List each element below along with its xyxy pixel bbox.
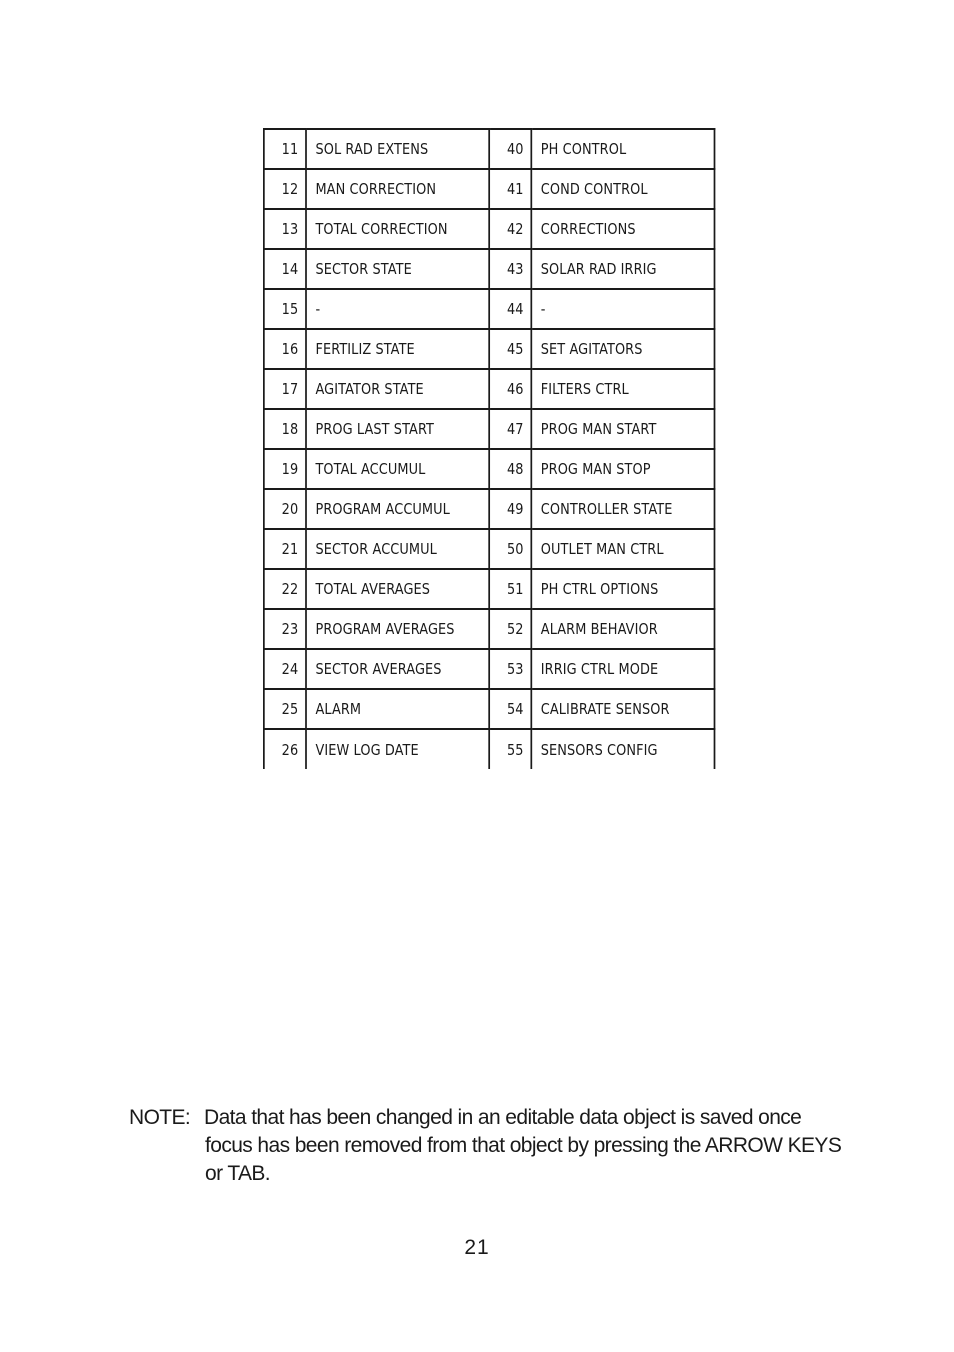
note-line-1: Data that has been changed in an editable data object is saved once [204, 1106, 802, 1129]
right-code-label: PROG MAN STOP [531, 449, 714, 489]
left-code-label: SECTOR ACCUMUL [306, 529, 489, 569]
left-code-label: PROGRAM ACCUMUL [306, 489, 489, 529]
left-code-label: SOL RAD EXTENS [306, 129, 489, 169]
table-row [264, 649, 715, 689]
left-code-label: AGITATOR STATE [306, 369, 489, 409]
note-text [205, 1104, 845, 1188]
left-code-number: 16 [264, 329, 306, 369]
right-code-label: SENSORS CONFIG [531, 729, 714, 769]
right-code-number: 52 [489, 609, 531, 649]
table-row [264, 169, 715, 209]
left-code-number: 25 [264, 689, 306, 729]
right-code-number: 55 [489, 729, 531, 769]
right-code-number: 44 [489, 289, 531, 329]
left-code-label: ALARM [306, 689, 489, 729]
right-code-number: 46 [489, 369, 531, 409]
left-code-number: 21 [264, 529, 306, 569]
left-code-label: SECTOR STATE [306, 249, 489, 289]
right-code-number: 45 [489, 329, 531, 369]
right-code-label: COND CONTROL [531, 169, 714, 209]
table-row [264, 729, 715, 769]
right-code-number: 51 [489, 569, 531, 609]
right-code-number: 47 [489, 409, 531, 449]
left-code-label: TOTAL ACCUMUL [306, 449, 489, 489]
left-code-number: 14 [264, 249, 306, 289]
table-row [264, 129, 715, 169]
left-code-number: 23 [264, 609, 306, 649]
left-code-number: 15 [264, 289, 306, 329]
table-row [264, 329, 715, 369]
left-code-number: 19 [264, 449, 306, 489]
left-code-label: PROG LAST START [306, 409, 489, 449]
right-code-label: FILTERS CTRL [531, 369, 714, 409]
right-code-label: IRRIG CTRL MODE [531, 649, 714, 689]
page-number: 21 [464, 1236, 490, 1259]
left-code-number: 26 [264, 729, 306, 769]
left-code-label: TOTAL AVERAGES [306, 569, 489, 609]
right-code-number: 49 [489, 489, 531, 529]
right-code-number: 53 [489, 649, 531, 689]
right-code-label: SOLAR RAD IRRIG [531, 249, 714, 289]
table-row [264, 449, 715, 489]
right-code-label: PH CTRL OPTIONS [531, 569, 714, 609]
left-code-label: VIEW LOG DATE [315, 740, 419, 759]
note-line-2: focus has been removed from that object by pressing the ARROW KEYS [205, 1134, 842, 1157]
right-code-label: OUTLET MAN CTRL [531, 529, 714, 569]
right-code-label: SET AGITATORS [531, 329, 714, 369]
note-line-3: or TAB. [205, 1162, 271, 1185]
right-code-number: 42 [489, 209, 531, 249]
right-code-label: ALARM BEHAVIOR [531, 609, 714, 649]
left-code-number: 17 [264, 369, 306, 409]
right-code-label: PH CONTROL [531, 129, 714, 169]
left-code-number: 12 [264, 169, 306, 209]
right-code-number: 54 [489, 689, 531, 729]
right-code-label: CORRECTIONS [531, 209, 714, 249]
left-code-number: 22 [264, 569, 306, 609]
screen-code-table [263, 128, 715, 769]
table-row [264, 209, 715, 249]
left-code-number: 11 [264, 129, 306, 169]
right-code-label: CONTROLLER STATE [531, 489, 714, 529]
left-code-number: 24 [264, 649, 306, 689]
right-code-label: - [531, 289, 714, 329]
table-row [264, 569, 715, 609]
right-code-number: 41 [489, 169, 531, 209]
left-code-label: PROGRAM AVERAGES [306, 609, 489, 649]
left-code-number: 20 [264, 489, 306, 529]
table-row [264, 369, 715, 409]
screen-code-table-body [264, 129, 715, 769]
right-code-number: 43 [489, 249, 531, 289]
table-row [264, 289, 715, 329]
table-row [264, 689, 715, 729]
left-code-label: TOTAL CORRECTION [306, 209, 489, 249]
table-row [264, 249, 715, 289]
right-code-number: 40 [489, 129, 531, 169]
right-code-label: CALIBRATE SENSOR [531, 689, 714, 729]
table-row [264, 489, 715, 529]
table-row [264, 609, 715, 649]
left-code-label: MAN CORRECTION [306, 169, 489, 209]
left-code-label: SECTOR AVERAGES [306, 649, 489, 689]
right-code-number: 50 [489, 529, 531, 569]
right-code-number: 48 [489, 449, 531, 489]
left-code-number: 13 [264, 209, 306, 249]
left-code-label: FERTILIZ STATE [306, 329, 489, 369]
left-code-label: - [306, 289, 489, 329]
note-label: NOTE: [129, 1106, 191, 1129]
left-code-number: 18 [264, 409, 306, 449]
table-row [264, 409, 715, 449]
right-code-label: PROG MAN START [531, 409, 714, 449]
table-row [264, 529, 715, 569]
